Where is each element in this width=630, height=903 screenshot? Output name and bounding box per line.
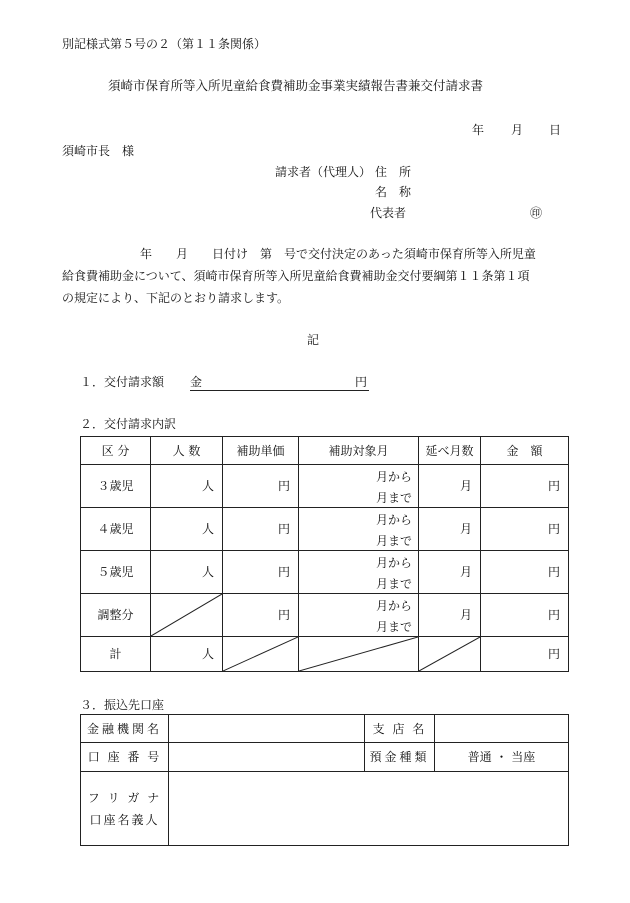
month-from: 月から [375, 556, 412, 570]
holder-row [81, 772, 569, 846]
diagonal-line [151, 594, 222, 636]
row-total-months[interactable]: 月 [419, 508, 481, 551]
row-people[interactable]: 人 [151, 465, 223, 508]
total-unit-diagonal [223, 637, 299, 672]
header-amount: 金 額 [481, 437, 569, 465]
row-category: ３歳児 [81, 465, 151, 508]
branch-label: 支 店 名 [365, 715, 435, 743]
month-from: 月から [375, 470, 412, 484]
total-row [81, 637, 569, 672]
account-holder-label: 口座名義人 [89, 812, 160, 827]
diagonal-line [419, 637, 480, 671]
body-line-2: 給食費補助金について、須崎市保育所等入所児童給食費補助金交付要綱第１１条第１項 [62, 269, 530, 283]
row-amount[interactable]: 円 [481, 465, 569, 508]
total-target-months-diagonal [299, 637, 419, 672]
account-number-label: 口 座 番 号 [81, 743, 169, 772]
holder-label-cell [81, 772, 169, 846]
total-people[interactable]: 人 [151, 637, 223, 672]
diagonal-line [223, 637, 298, 671]
table-row [81, 508, 569, 551]
month-to: 月まで [375, 620, 412, 634]
row-people-diagonal [151, 594, 223, 637]
kin-label: 金 [190, 375, 203, 389]
header-unit-price: 補助単価 [223, 437, 299, 465]
month-from: 月から [375, 513, 412, 527]
body-line-1: 年 月 日付け 第 号で交付決定のあった須崎市保育所等入所児童 [140, 247, 536, 261]
table-row [81, 465, 569, 508]
applicant-prefix: 請求者（代理人） [275, 165, 372, 179]
section-1-label: １．交付請求額 [80, 375, 165, 389]
total-amount[interactable]: 円 [481, 637, 569, 672]
body-line-3: の規定により、下記のとおり請求します。 [62, 291, 290, 305]
form-reference: 別記様式第５号の２（第１１条関係） [62, 37, 267, 51]
name-label: 名 称 [375, 185, 412, 199]
header-total-months: 延べ月数 [419, 437, 481, 465]
month-to: 月まで [375, 534, 412, 548]
bank-name-field[interactable] [169, 715, 365, 743]
month-to: 月まで [375, 491, 412, 505]
branch-field[interactable] [435, 715, 569, 743]
ki-heading: 記 [307, 333, 320, 347]
total-months-diagonal [419, 637, 481, 672]
account-holder-field[interactable] [169, 772, 569, 846]
yen-label: 円 [354, 375, 367, 389]
row-category: ５歳児 [81, 551, 151, 594]
row-amount[interactable]: 円 [481, 551, 569, 594]
month-from: 月から [375, 599, 412, 613]
row-amount[interactable]: 円 [481, 594, 569, 637]
breakdown-table [80, 436, 569, 672]
row-people[interactable]: 人 [151, 508, 223, 551]
row-target-months[interactable] [299, 551, 419, 594]
row-unit-price[interactable]: 円 [223, 551, 299, 594]
row-amount[interactable]: 円 [481, 508, 569, 551]
account-type-options[interactable]: 普通 ・ 当座 [435, 743, 569, 772]
total-category: 計 [81, 637, 151, 672]
bank-account-table [80, 714, 569, 846]
row-target-months[interactable] [299, 508, 419, 551]
breakdown-header-row [81, 437, 569, 465]
document-title: 須崎市保育所等入所児童給食費補助金事業実績報告書兼交付請求書 [108, 78, 484, 93]
row-target-months[interactable] [299, 594, 419, 637]
date-day: 日 [549, 123, 562, 137]
header-people: 人 数 [151, 437, 223, 465]
furigana-label: フ リ ガ ナ [87, 790, 162, 805]
account-row [81, 743, 569, 772]
month-to: 月まで [375, 577, 412, 591]
section-2-label: ２．交付請求内訳 [80, 417, 177, 431]
header-category: 区 分 [81, 437, 151, 465]
row-total-months[interactable]: 月 [419, 465, 481, 508]
seal-mark: ㊞ [530, 206, 543, 220]
bank-row [81, 715, 569, 743]
diagonal-line [299, 637, 418, 671]
date-year: 年 [472, 123, 485, 137]
row-total-months[interactable]: 月 [419, 551, 481, 594]
section-3-label: ３．振込先口座 [80, 698, 165, 712]
representative-label: 代表者 [370, 206, 407, 220]
row-category: ４歳児 [81, 508, 151, 551]
row-people[interactable]: 人 [151, 551, 223, 594]
addressee: 須崎市長 様 [62, 144, 135, 158]
row-unit-price[interactable]: 円 [223, 594, 299, 637]
row-unit-price[interactable]: 円 [223, 508, 299, 551]
request-amount-field[interactable] [190, 376, 369, 391]
date-month: 月 [511, 123, 524, 137]
header-target-months: 補助対象月 [299, 437, 419, 465]
table-row [81, 594, 569, 637]
row-target-months[interactable] [299, 465, 419, 508]
table-row [81, 551, 569, 594]
bank-name-label: 金融機関名 [81, 715, 169, 743]
row-total-months[interactable]: 月 [419, 594, 481, 637]
row-unit-price[interactable]: 円 [223, 465, 299, 508]
row-category: 調整分 [81, 594, 151, 637]
account-type-label: 預金種類 [365, 743, 435, 772]
address-label: 住 所 [375, 165, 412, 179]
account-number-field[interactable] [169, 743, 365, 772]
